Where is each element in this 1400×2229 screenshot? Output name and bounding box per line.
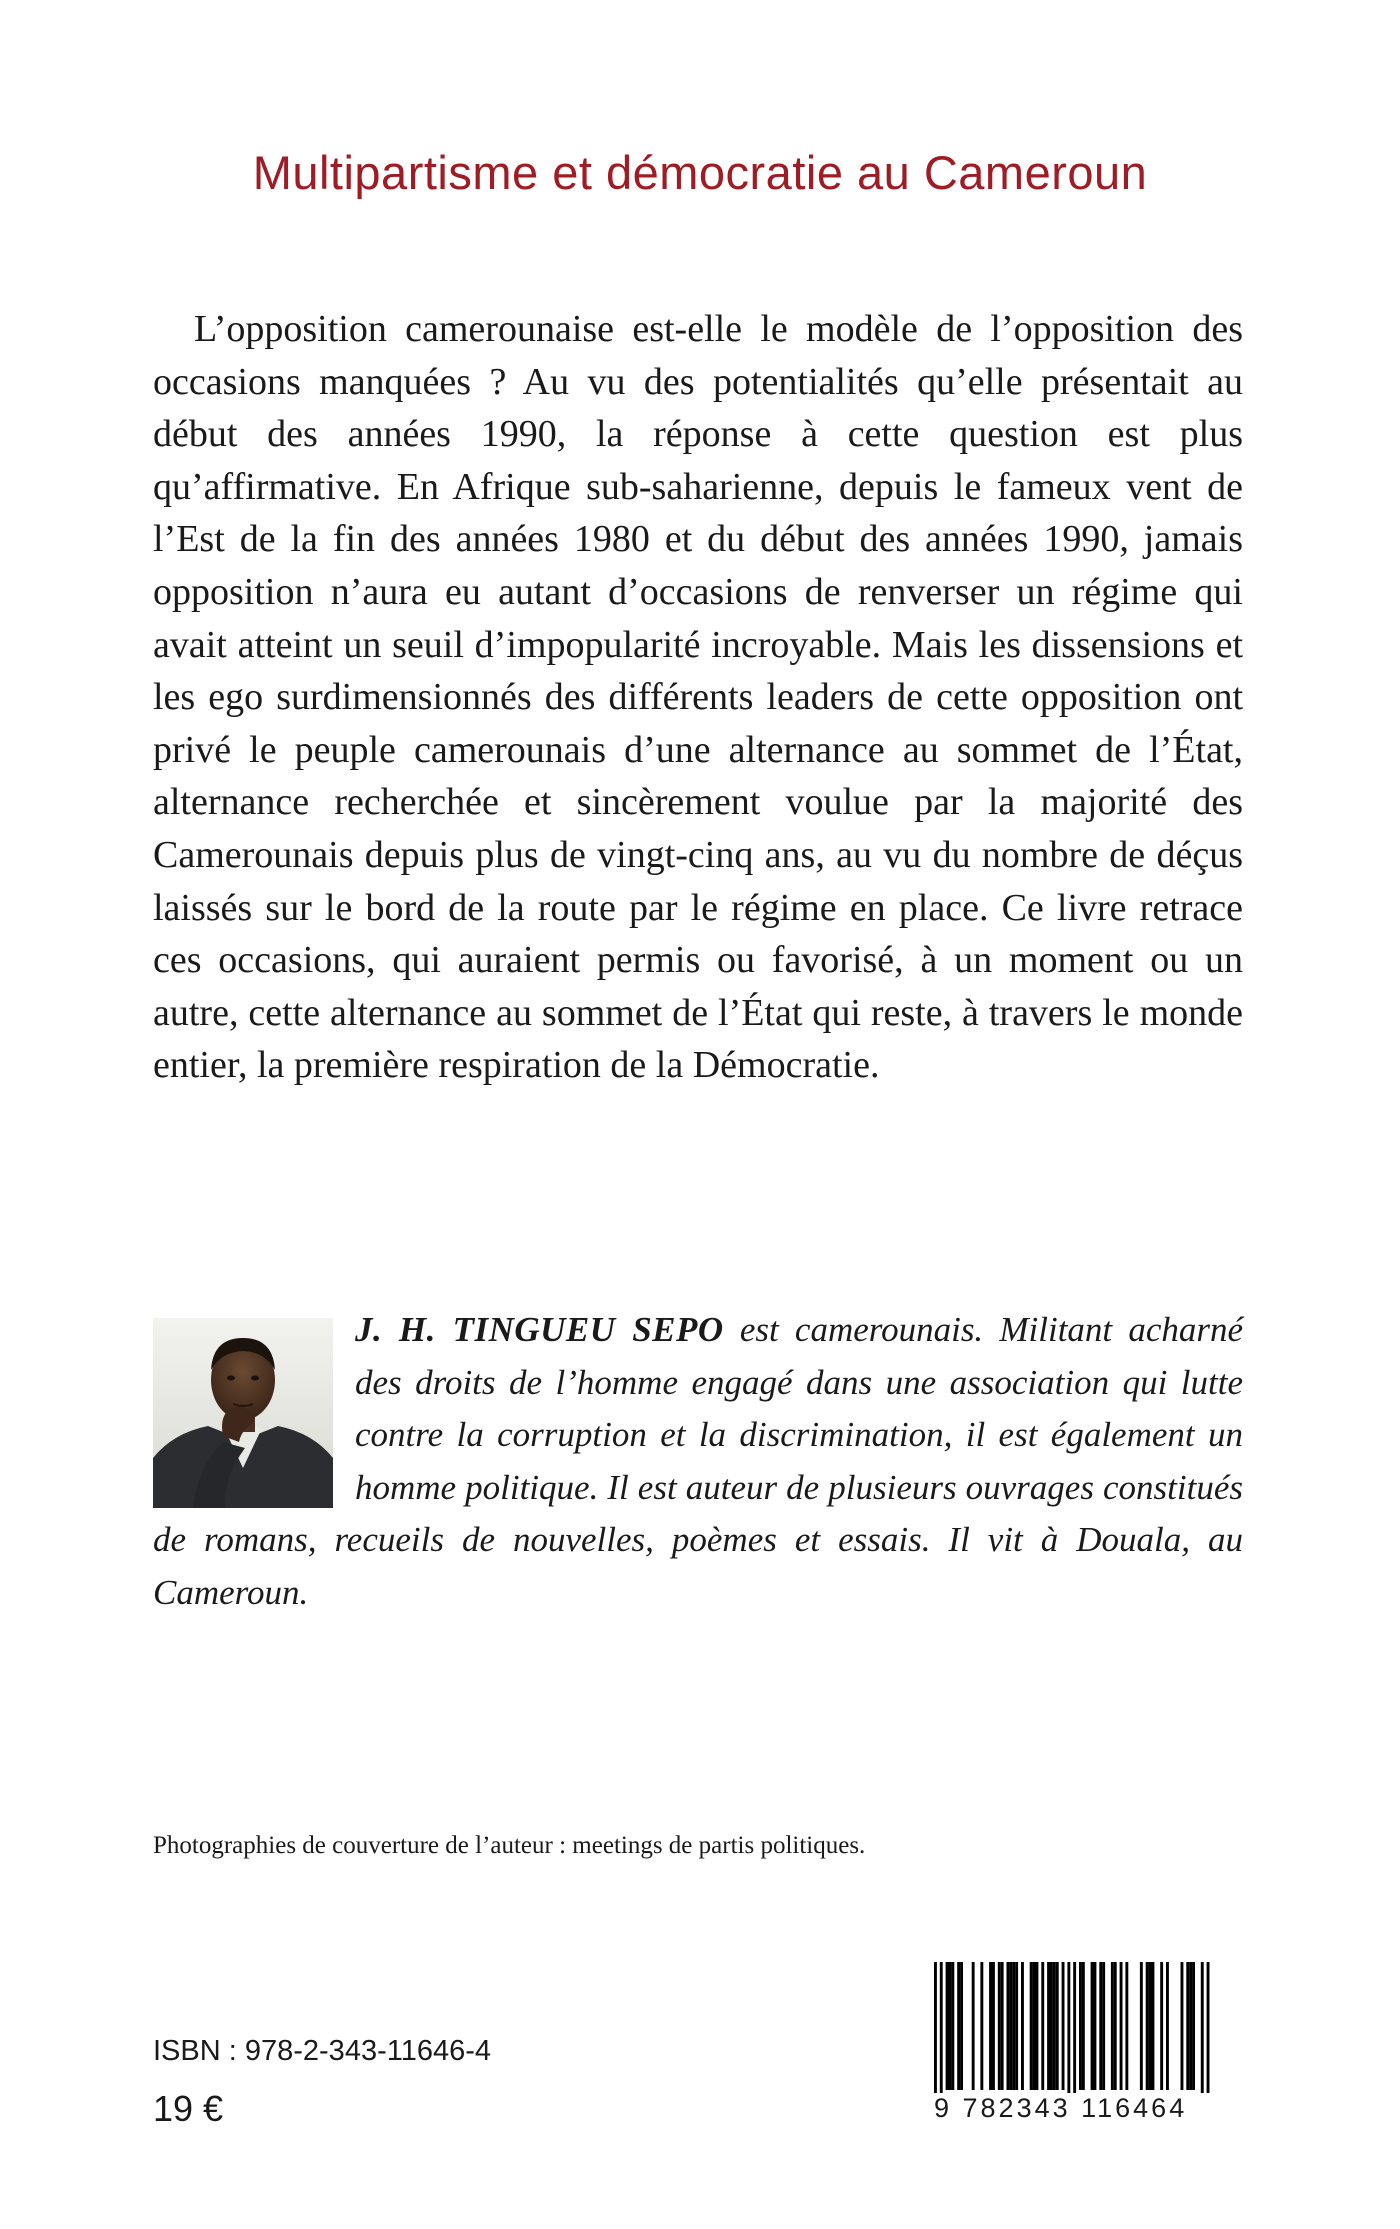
barcode-bar (1053, 1962, 1056, 2090)
barcode-bar (972, 1962, 975, 2090)
barcode-bar (1120, 1962, 1123, 2090)
barcode-bar (1181, 1962, 1184, 2090)
barcode-bar (1099, 1962, 1102, 2090)
barcode-bar (1041, 1962, 1044, 2090)
barcode-bar (1207, 1962, 1210, 2108)
barcode-bar (1149, 1962, 1152, 2090)
barcode-bar (1062, 1962, 1065, 2090)
barcode-bar (1146, 1962, 1149, 2090)
barcode-bar (1192, 1962, 1195, 2090)
barcode-bar (1015, 1962, 1018, 2090)
barcode-bar (1160, 1962, 1163, 2090)
barcode-bar (1201, 1962, 1204, 2108)
barcode-bar (957, 1962, 960, 2090)
barcode-bar (946, 1962, 949, 2090)
barcode-bar (1033, 1962, 1036, 2090)
author-name: J. H. TINGUEU SEPO (355, 1310, 724, 1349)
back-cover-blurb: L’opposition camerounaise est-elle le modèle de l’opposition des occasions manquées ? Au vu des potentialités qu’elle présentait au début des années 1990, la réponse à cette question est plus qu’affirmative. En Afrique sub-saharienne, depuis le fameux vent de l’Est de la fin des années 1980 et du début des années 1990, jamais opposition n’aura eu autant d’occasions de renverser un régime qui avait atteint un seuil d’impopularité incroyable. Mais les dissensions et les ego surdimensionnés des différents leaders de cette opposition ont privé le peuple camerounais d’une alternance au sommet de l’État, alternance recherchée et sincèrement voulue par la majorité des Camerounais depuis plus de vingt-cinq ans, au vu du nombre de déçus laissés sur le bord de la route par le régime en place. Ce livre retrace ces occasions, qui auraient permis ou favorisé, à un moment ou un autre, cette alternance au sommet de l’État qui reste, à travers le monde entier, la première respiration de la Démocratie. (153, 308, 1243, 1087)
barcode-bar (1140, 1962, 1143, 2090)
barcode-bar (1079, 1962, 1082, 2090)
barcode-bar (1125, 1962, 1128, 2090)
barcode-bar (1111, 1962, 1114, 2090)
barcode-bar (1012, 1962, 1015, 2090)
author-bio-text: est camerounais. Militant acharné des droits de l’homme engagé dans une association qui lutte contre la corruption et la discrimination, il est également un homme politique. Il est auteur de plusieurs ouvrages constitués de romans, recueils de nouvelles, poèmes et essais. Il vit à Douala, au Cameroun. (153, 1310, 1244, 1612)
barcode-bar (934, 1962, 937, 2108)
barcode-bar (1021, 1962, 1024, 2090)
barcode-bar (1007, 1962, 1010, 2090)
barcode-bar (1102, 1962, 1105, 2090)
barcode-bar (1091, 1962, 1094, 2090)
barcode-bar (1082, 1962, 1085, 2090)
barcode-bar (1036, 1962, 1039, 2090)
barcode-bar (1001, 1962, 1004, 2090)
barcode-bar (1009, 1962, 1012, 2090)
barcode-bar (1050, 1962, 1053, 2090)
barcode-digits: 9 782343 116464 (912, 2093, 1242, 2123)
barcode-bar (989, 1962, 992, 2090)
isbn: ISBN : 978-2-343-11646-4 (153, 2035, 492, 2067)
barcode-bar (1189, 1962, 1192, 2090)
barcode-bar (1166, 1962, 1169, 2090)
barcode-bar (1056, 1962, 1059, 2090)
barcode-bar (1073, 1962, 1076, 2108)
barcode-bar (1067, 1962, 1070, 2108)
barcode-bar (1094, 1962, 1097, 2090)
barcode-bar (1047, 1962, 1050, 2090)
book-title: Multipartisme et démocratie au Cameroun (252, 146, 1148, 199)
author-section (153, 1304, 1243, 1619)
barcode-bar (1186, 1962, 1189, 2090)
barcode-bar (980, 1962, 983, 2090)
photo-credits: Photographies de couverture de l’auteur : meetings de partis politiques. (153, 1832, 866, 1859)
price: 19 € (153, 2088, 224, 2129)
barcode-bar (1030, 1962, 1033, 2090)
barcode-bar (949, 1962, 952, 2090)
barcode-bar (1114, 1962, 1117, 2090)
barcode-bar (951, 1962, 954, 2090)
barcode-bar (992, 1962, 995, 2090)
barcode-bar (998, 1962, 1001, 2090)
barcode-bar (960, 1962, 963, 2090)
barcode-bar (940, 1962, 943, 2108)
author-photo (153, 1318, 333, 1508)
barcode-bar (1152, 1962, 1155, 2090)
